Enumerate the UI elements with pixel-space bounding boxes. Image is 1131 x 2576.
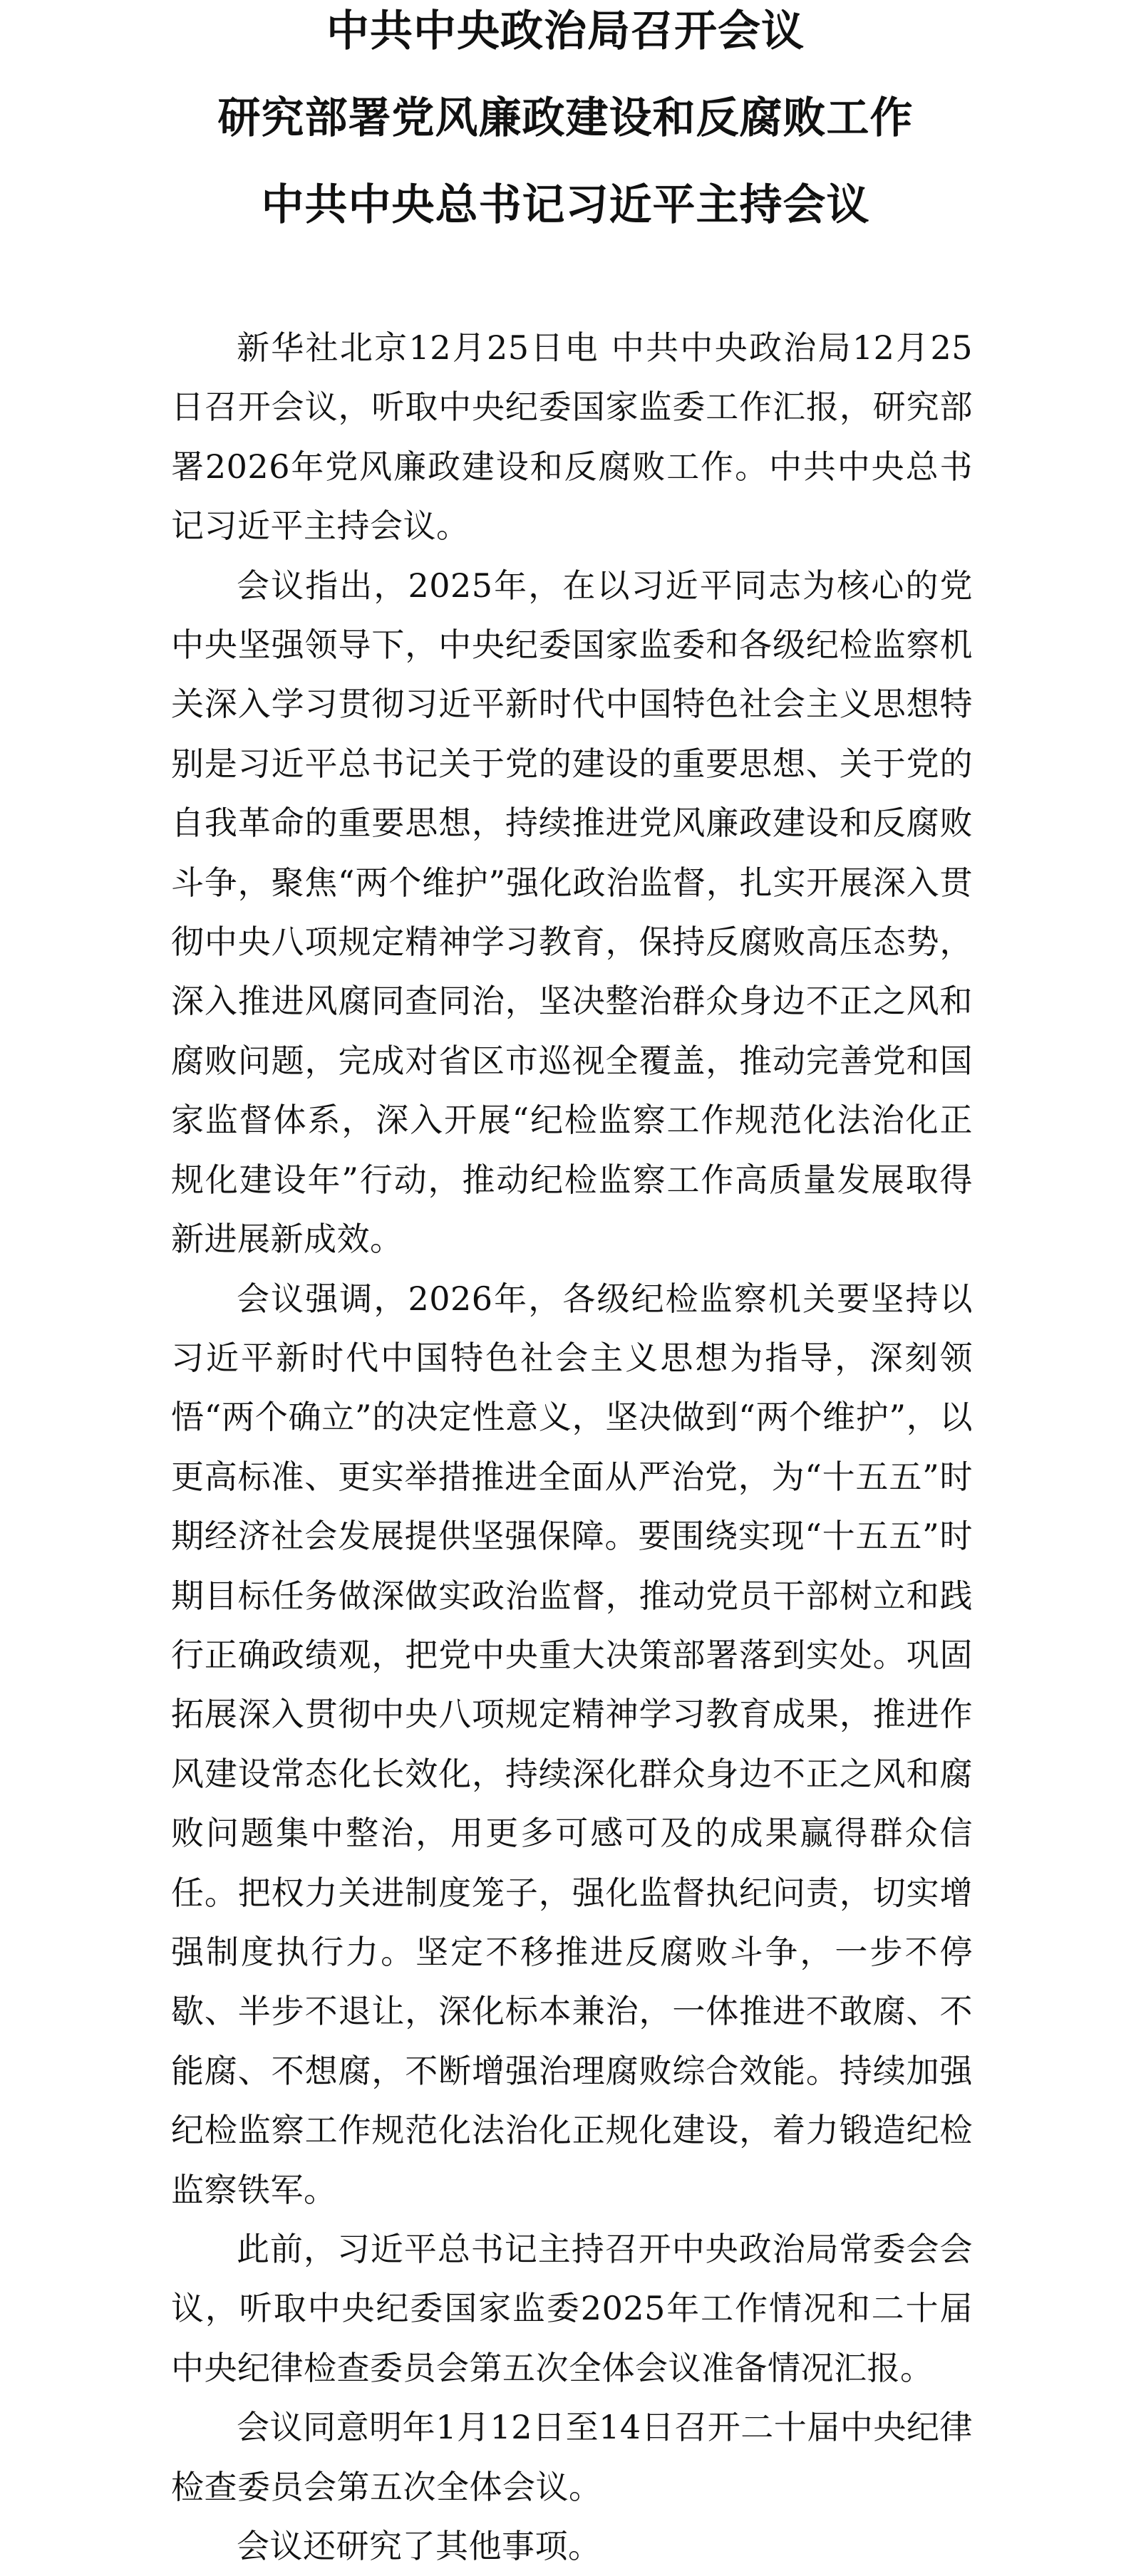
headline-line-2: 研究部署党风廉政建设和反腐败工作 — [217, 93, 914, 143]
paragraph-meeting-pointed-out: 会议指出，2025年，在以习近平同志为核心的党中央坚强领导下，中央纪委国家监委和各级纪检监察机关深入学习贯彻习近平新时代中国特色社会主义思想特别是习近平总书记关于党的建设的重要思想、关于党的自我革命的重要思想，持续推进党风廉政建设和反腐败斗争，聚焦“两个维护”强化政治监督，扎实开展深入贯彻中央八项规定精神学习教育，保持反腐败高压态势，深入推进风腐同查同治，坚决整治群众身边不正之风和腐败问题，完成对省区市巡视全覆盖，推动完善党和国家监督体系，深入开展“纪检监察工作规范化法治化正规化建设年”行动，推动纪检监察工作高质量发展取得新进展新成效。 — [171, 566, 973, 1259]
paragraph-other-matters: 会议还研究了其他事项。 — [237, 2527, 601, 2566]
article-body — [171, 318, 973, 2576]
headline-line-3: 中共中央总书记习近平主持会议 — [261, 180, 870, 230]
headline-line-1: 中共中央政治局召开会议 — [326, 6, 805, 56]
paragraph-dateline: 新华社北京12月25日电 中共中央政治局12月25日召开会议，听取中央纪委国家监委工作汇报，研究部署2026年党风廉政建设和反腐败工作。中共中央总书记习近平主持会议。 — [171, 328, 973, 546]
paragraph-standing-committee: 此前，习近平总书记主持召开中央政治局常委会会议，听取中央纪委国家监委2025年工作情况和二十届中央纪律检查委员会第五次全体会议准备情况汇报。 — [171, 2230, 973, 2387]
paragraph-meeting-emphasized: 会议强调，2026年，各级纪检监察机关要坚持以习近平新时代中国特色社会主义思想为指导，深刻领悟“两个确立”的决定性意义，坚决做到“两个维护”，以更高标准、更实举措推进全面从严治党，为“十五五”时期经济社会发展提供坚强保障。要围绕实现“十五五”时期目标任务做深做实政治监督，推动党员干部树立和践行正确政绩观，把党中央重大决策部署落到实处。巩固拓展深入贯彻中央八项规定精神学习教育成果，推进作风建设常态化长效化，持续深化群众身边不正之风和腐败问题集中整治，用更多可感可及的成果赢得群众信任。把权力关进制度笼子，强化监督执纪问责，切实增强制度执行力。坚定不移推进反腐败斗争，一步不停歇、半步不退让，深化标本兼治，一体推进不敢腐、不能腐、不想腐，不断增强治理腐败综合效能。持续加强纪检监察工作规范化法治化正规化建设，着力锻造纪检监察铁军。 — [171, 1279, 973, 2209]
paragraph-plenary-session: 会议同意明年1月12日至14日召开二十届中央纪律检查委员会第五次全体会议。 — [171, 2408, 973, 2506]
